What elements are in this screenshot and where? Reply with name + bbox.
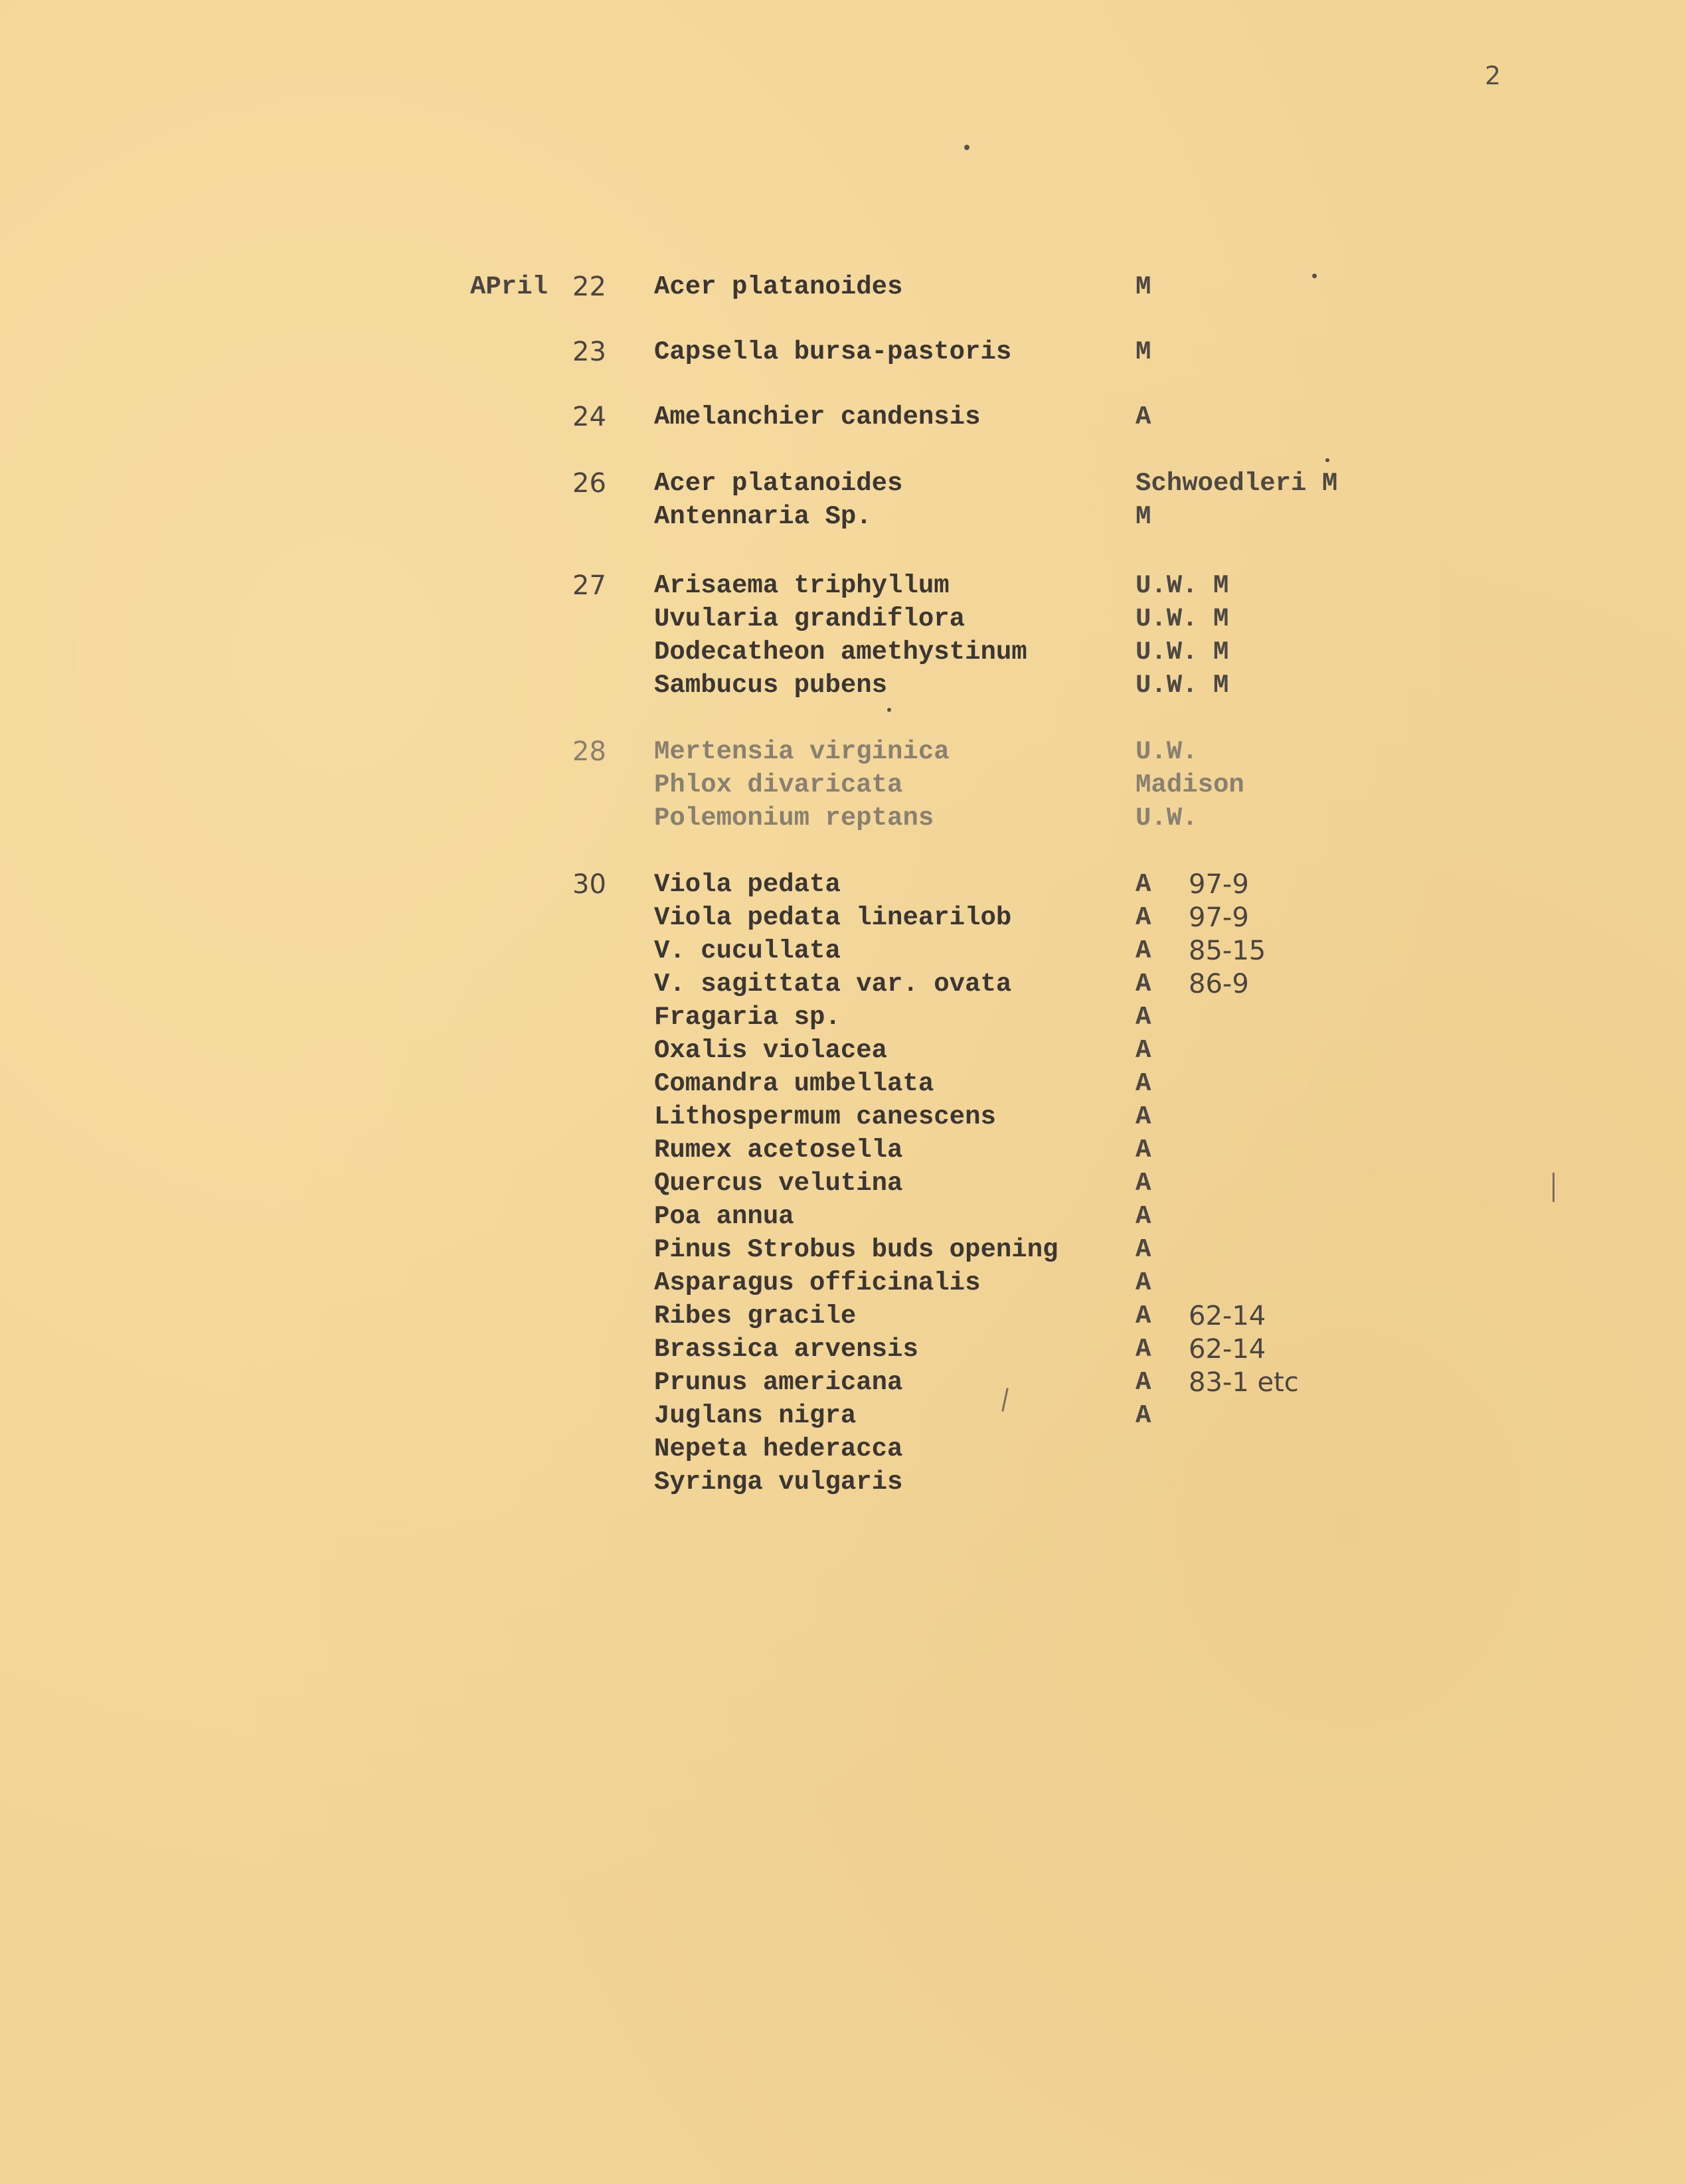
- entry-row: [0, 1134, 1686, 1167]
- entry-plant: Comandra umbellata: [654, 1069, 934, 1098]
- entry-plant: Rumex acetosella: [654, 1135, 903, 1165]
- paper-scratch: [1553, 1173, 1555, 1202]
- entry-note: A: [1136, 1202, 1151, 1231]
- entry-row: [0, 1366, 1686, 1399]
- paper-speck: [964, 145, 969, 150]
- entry-plant: Amelanchier candensis: [654, 402, 981, 432]
- entry-note: A: [1136, 969, 1151, 999]
- entry-number: 97-9: [1189, 902, 1249, 933]
- entry-plant: Phlox divaricata: [654, 770, 903, 799]
- entry-day: 22: [572, 272, 606, 302]
- entry-row: [0, 1100, 1686, 1134]
- entry-note: U.W. M: [1136, 604, 1229, 633]
- entry-day: 28: [572, 736, 606, 767]
- entry-row: [0, 270, 1686, 303]
- entry-plant: Arisaema triphyllum: [654, 571, 950, 600]
- entry-day: 23: [572, 337, 606, 367]
- entry-note: A: [1136, 1235, 1151, 1264]
- entry-row: [0, 1034, 1686, 1067]
- entry-day: 24: [572, 402, 606, 432]
- entry-plant: Viola pedata linearilob: [654, 903, 1012, 932]
- paper-speck: [887, 708, 891, 712]
- page-number: 2: [1485, 61, 1501, 90]
- entry-plant: V. sagittata var. ovata: [654, 969, 1012, 999]
- entry-plant: Prunus americana: [654, 1368, 903, 1397]
- entry-row: [0, 1466, 1686, 1499]
- entry-plant: Uvularia grandiflora: [654, 604, 966, 633]
- entry-note: A: [1136, 1036, 1151, 1065]
- entry-note: Madison: [1136, 770, 1244, 799]
- entry-day: 30: [572, 869, 606, 900]
- entry-number: 85-15: [1189, 936, 1266, 966]
- entry-note: A: [1136, 1169, 1151, 1198]
- entry-note: A: [1136, 1268, 1151, 1298]
- entry-row: [0, 669, 1686, 702]
- entry-row: [0, 335, 1686, 369]
- entry-note: A: [1136, 1401, 1151, 1430]
- entry-row: [0, 602, 1686, 635]
- entry-row: [0, 1399, 1686, 1432]
- entry-note: A: [1136, 1302, 1151, 1331]
- entry-row: [0, 768, 1686, 801]
- entry-note: U.W. M: [1136, 571, 1229, 600]
- entry-row: [0, 801, 1686, 835]
- entry-row: [0, 1167, 1686, 1200]
- entry-number: 86-9: [1189, 969, 1249, 999]
- entry-note: U.W.: [1136, 803, 1198, 833]
- entry-note: A: [1136, 1135, 1151, 1165]
- entry-row: [0, 467, 1686, 500]
- entry-plant: Acer platanoides: [654, 469, 903, 498]
- entry-row: [0, 934, 1686, 967]
- entry-plant: Ribes gracile: [654, 1302, 857, 1331]
- entry-plant: Syringa vulgaris: [654, 1468, 903, 1497]
- entry-note: A: [1136, 1368, 1151, 1397]
- entry-plant: Acer platanoides: [654, 272, 903, 301]
- entry-note: M: [1136, 272, 1151, 301]
- entry-row: [0, 400, 1686, 434]
- entry-row: [0, 1333, 1686, 1366]
- entry-plant: Asparagus officinalis: [654, 1268, 981, 1298]
- entry-plant: Quercus velutina: [654, 1169, 903, 1198]
- entry-note: M: [1136, 502, 1151, 531]
- entry-plant: Pinus Strobus buds opening: [654, 1235, 1058, 1264]
- entry-row: [0, 735, 1686, 768]
- entry-plant: Mertensia virginica: [654, 737, 950, 766]
- entry-note: A: [1136, 1335, 1151, 1364]
- entry-plant: Poa annua: [654, 1202, 794, 1231]
- entry-row: [0, 868, 1686, 901]
- entry-note: Schwoedleri M: [1136, 469, 1338, 498]
- entry-note: A: [1136, 1069, 1151, 1098]
- entry-note: A: [1136, 402, 1151, 432]
- entry-note: A: [1136, 1102, 1151, 1132]
- entry-row: [0, 1266, 1686, 1300]
- entry-plant: Polemonium reptans: [654, 803, 934, 833]
- entry-note: U.W.: [1136, 737, 1198, 766]
- entry-row: [0, 569, 1686, 602]
- paper-speck: [1312, 274, 1317, 278]
- entry-row: [0, 1200, 1686, 1233]
- entry-plant: Brassica arvensis: [654, 1335, 918, 1364]
- entry-plant: Capsella bursa-pastoris: [654, 337, 1012, 367]
- entry-note: A: [1136, 870, 1151, 899]
- entry-row: [0, 1233, 1686, 1266]
- entry-row: [0, 1067, 1686, 1100]
- entry-month: APril: [470, 272, 548, 301]
- entry-row: [0, 1001, 1686, 1034]
- entry-note: U.W. M: [1136, 637, 1229, 667]
- entry-note: A: [1136, 1003, 1151, 1032]
- entry-plant: Fragaria sp.: [654, 1003, 841, 1032]
- entry-number: 62-14: [1189, 1301, 1266, 1331]
- entry-plant: Nepeta hederacca: [654, 1434, 903, 1464]
- entry-number: 97-9: [1189, 869, 1249, 900]
- entry-plant: Viola pedata: [654, 870, 841, 899]
- entry-plant: Oxalis violacea: [654, 1036, 888, 1065]
- entry-row: [0, 1300, 1686, 1333]
- entry-plant: Lithospermum canescens: [654, 1102, 996, 1132]
- entry-row: [0, 635, 1686, 669]
- entry-row: [0, 901, 1686, 934]
- entry-row: [0, 967, 1686, 1001]
- entry-note: A: [1136, 936, 1151, 966]
- entry-note: U.W. M: [1136, 671, 1229, 700]
- entry-plant: Juglans nigra: [654, 1401, 857, 1430]
- entry-plant: V. cucullata: [654, 936, 841, 966]
- entry-day: 26: [572, 468, 606, 499]
- entry-number: 83-1 etc: [1189, 1367, 1299, 1398]
- entry-day: 27: [572, 570, 606, 601]
- entry-row: [0, 500, 1686, 533]
- entry-plant: Sambucus pubens: [654, 671, 888, 700]
- entry-plant: Antennaria Sp.: [654, 502, 872, 531]
- paper-speck: [1325, 458, 1329, 462]
- entry-plant: Dodecatheon amethystinum: [654, 637, 1027, 667]
- entry-note: M: [1136, 337, 1151, 367]
- entry-number: 62-14: [1189, 1334, 1266, 1365]
- entry-row: [0, 1432, 1686, 1466]
- entry-note: A: [1136, 903, 1151, 932]
